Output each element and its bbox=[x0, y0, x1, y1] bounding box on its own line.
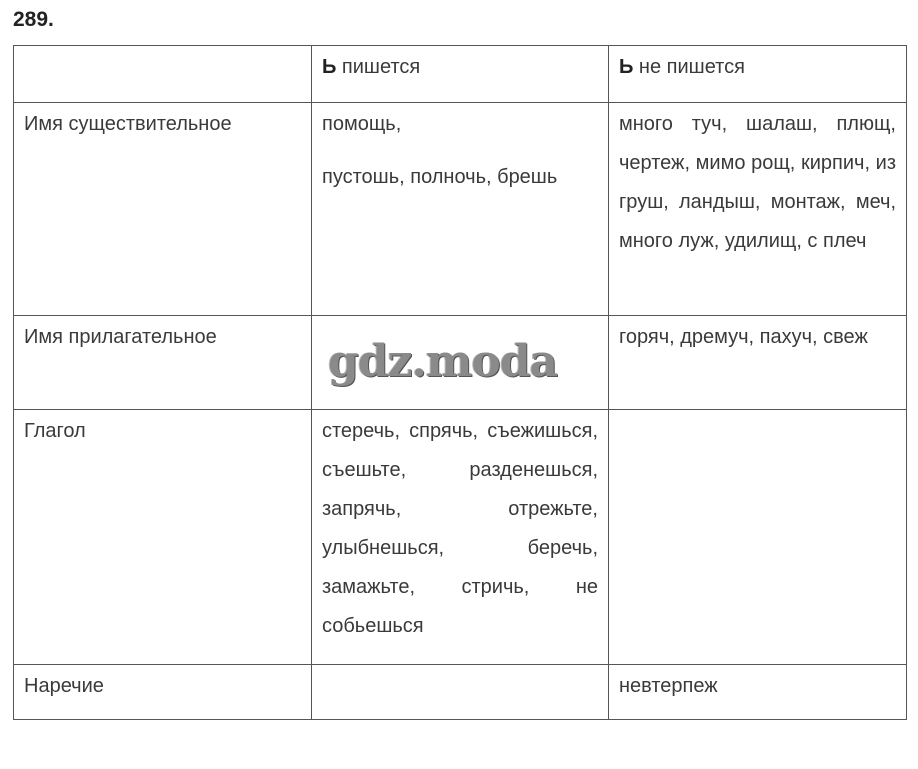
header-text: не пишется bbox=[633, 56, 745, 78]
without-soft-sign-cell: невтерпеж bbox=[609, 665, 907, 720]
without-soft-sign-cell: много туч, шалаш, плющ, чертеж, мимо рощ, кирпич, из груш, ландыш, монтаж, меч, много луж, удилищ, с плеч bbox=[609, 103, 907, 316]
row-label: Наречие bbox=[14, 665, 312, 720]
without-soft-sign-cell: горяч, дремуч, пахуч, свеж bbox=[609, 316, 907, 410]
with-soft-sign-cell: стеречь, спрячь, съежишься, съешьте, разденешься, запрячь, отрежьте, улыбнешься, беречь, замажьте, стричь, не собьешься bbox=[312, 410, 609, 665]
watermark-logo: gdz.moda bbox=[328, 336, 558, 387]
without-soft-sign-cell bbox=[609, 410, 907, 665]
table-row bbox=[14, 665, 907, 720]
word-list: помощь, bbox=[322, 113, 402, 135]
header-text: пишется bbox=[336, 56, 421, 78]
row-label: Имя существительное bbox=[14, 103, 312, 316]
with-soft-sign-cell bbox=[312, 665, 609, 720]
row-label: Глагол bbox=[14, 410, 312, 665]
row-label: Имя прилагательное bbox=[14, 316, 312, 410]
soft-sign-letter: Ь bbox=[322, 56, 337, 78]
header-empty-cell bbox=[14, 46, 312, 103]
task-number: 289. bbox=[13, 8, 54, 31]
table-row bbox=[14, 410, 907, 665]
word-list: пустошь, полночь, брешь bbox=[322, 166, 558, 188]
with-soft-sign-cell bbox=[312, 103, 609, 316]
header-without-soft-sign bbox=[609, 46, 907, 103]
header-with-soft-sign bbox=[312, 46, 609, 103]
soft-sign-letter: Ь bbox=[619, 56, 634, 78]
table-header-row bbox=[14, 46, 907, 103]
table-row bbox=[14, 316, 907, 410]
with-soft-sign-cell bbox=[312, 316, 609, 410]
spelling-table bbox=[13, 45, 907, 720]
table-row bbox=[14, 103, 907, 316]
